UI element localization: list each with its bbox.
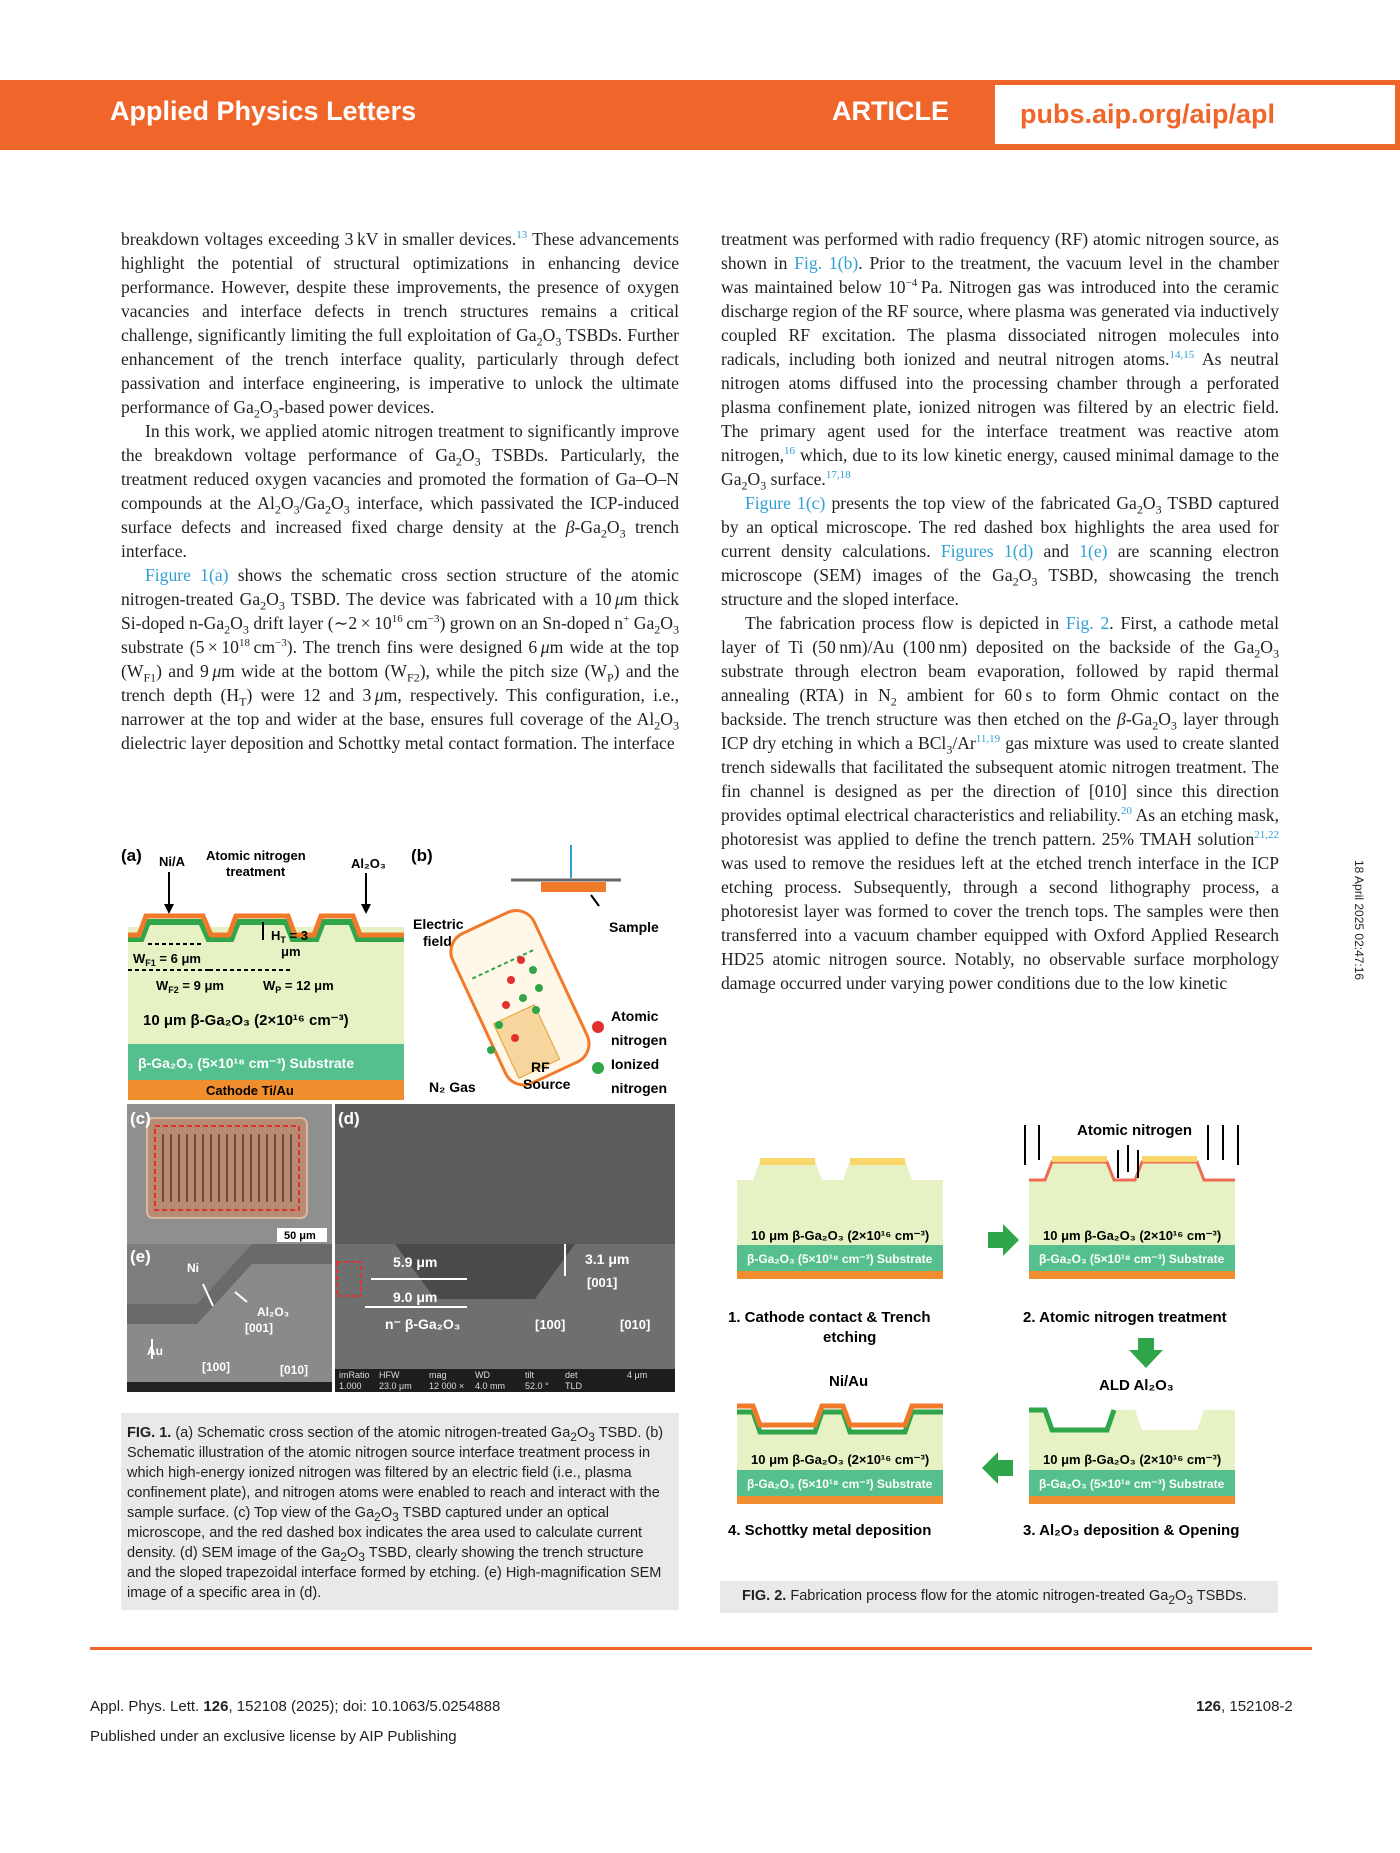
step1-substrate: β-Ga₂O₃ (5×10¹⁸ cm⁻³) Substrate: [747, 1252, 933, 1266]
fig1a-schematic: [121, 840, 411, 1100]
svg-text:1.000: 1.000: [339, 1381, 362, 1391]
step3-diagram: [1023, 1377, 1239, 1539]
electric-label: Electric: [413, 916, 464, 932]
e-ni-label: Ni: [187, 1261, 199, 1275]
step4-drift: 10 μm β-Ga₂O₃ (2×10¹⁶ cm⁻³): [751, 1452, 930, 1467]
step2-diagram: [1023, 1122, 1238, 1326]
step3-substrate: β-Ga₂O₃ (5×10¹⁸ cm⁻³) Substrate: [1039, 1477, 1225, 1491]
step4-substrate: β-Ga₂O₃ (5×10¹⁸ cm⁻³) Substrate: [747, 1477, 933, 1491]
d-width2: 9.0 μm: [393, 1289, 438, 1305]
step4-label: 4. Schottky metal deposition: [728, 1522, 932, 1539]
step1-drift: 10 μm β-Ga₂O₃ (2×10¹⁶ cm⁻³): [751, 1228, 930, 1243]
substrate-label: β-Ga₂O₃ (5×10¹⁸ cm⁻³) Substrate: [138, 1055, 355, 1071]
e-100-label: [100]: [202, 1360, 231, 1374]
journal-title: Applied Physics Letters: [110, 96, 417, 126]
arrow-left-icon: [982, 1452, 1013, 1484]
svg-text:tilt: tilt: [525, 1370, 534, 1380]
svg-text:23.0 μm: 23.0 μm: [379, 1381, 412, 1391]
scale-50um: 50 μm: [284, 1230, 316, 1242]
fig2-process-flow: [723, 1110, 1283, 1545]
wp-label: $W_P = 12$ μm: [263, 978, 334, 995]
d-dir-001: [001]: [587, 1275, 618, 1290]
fig1b-schematic: [411, 840, 686, 1100]
d-dir-100: [100]: [535, 1317, 566, 1332]
svg-text:4 μm: 4 μm: [627, 1370, 648, 1380]
e-010-label: [010]: [280, 1363, 309, 1377]
fig1e-sem-image: [127, 1244, 332, 1392]
atomic-nitrogen-legend-icon: [592, 1021, 604, 1033]
svg-text:TLD: TLD: [565, 1381, 583, 1391]
footer-citation: Appl. Phys. Lett. 126, 152108 (2025); doi: 10.1063/5.0254888: [90, 1698, 501, 1715]
drift-layer-label: 10 μm β-Ga₂O₃ (2×10¹⁶ cm⁻³): [143, 1012, 349, 1029]
source-label: Source: [523, 1076, 571, 1092]
section-label: ARTICLE: [832, 96, 949, 126]
paragraph: Figure 1(c) presents the top view of the fabricated $Ga_2O_3$ TSBD captured by an optical microscope. The red dashed box highlights the area used for current density calculations. Figures 1(d) and 1(e) are scanning electron microscope (SEM) images of the $Ga_2O_3$ TSBD, showcasing the trench structure and the sloped interface.: [721, 493, 1280, 609]
svg-text:12 000 ×: 12 000 ×: [429, 1381, 465, 1391]
arrow-down-icon: [1129, 1338, 1163, 1368]
panel-c-label: (c): [130, 1109, 151, 1128]
niau-label: Ni/Au: [829, 1373, 869, 1390]
legend-ionized: Ionized: [611, 1056, 660, 1072]
footer-rule: [90, 1647, 1312, 1650]
n2-gas-label: N₂ Gas: [429, 1079, 476, 1095]
ht-unit: μm: [281, 944, 301, 959]
step2-label: 2. Atomic nitrogen treatment: [1023, 1309, 1227, 1326]
step2-drift: 10 μm β-Ga₂O₃ (2×10¹⁶ cm⁻³): [1043, 1228, 1222, 1243]
step1-label-a: 1. Cathode contact & Trench: [728, 1309, 931, 1326]
e-au-label: Au: [147, 1344, 163, 1358]
panel-a-label: (a): [121, 846, 142, 865]
wf2-label: $W_{F2} = 9$ μm: [156, 978, 224, 995]
atomic-nitrogen-label: Atomic nitrogen: [1077, 1122, 1192, 1139]
svg-text:HFW: HFW: [379, 1370, 400, 1380]
svg-text:52.0 °: 52.0 °: [525, 1381, 549, 1391]
al2o3-label: Al₂O₃: [351, 856, 386, 871]
fig1-caption: FIG. 1. (a) Schematic cross section of the atomic nitrogen-treated $Ga_2O_3$ TSBD. (b) Schematic illustration of the atomic nitrogen source interface treatment process in which high-energy ionized nitrogen was filtered by an electric field (i.e., plasma confinement plate), and nitrogen atoms were enabled to reach and interact with the sample surface. (c) Top view of the $Ga_2O_3$ TSBD captured under an optical microscope, and the red dashed box indicates the area used to calculate current density. (d) SEM image of the $Ga_2O_3$ TSBD, clearly showing the trench structure and the sloped trapezoidal interface formed by etching. (e) High-magnification SEM image of a specific area in (d).: [121, 1413, 679, 1610]
fig1c-optical-image: [127, 1104, 332, 1244]
legend-nitrogen1: nitrogen: [611, 1032, 667, 1048]
d-layer-label: n⁻ β-Ga₂O₃: [385, 1316, 461, 1332]
d-height: 3.1 μm: [585, 1251, 630, 1267]
cathode-label: Cathode Ti/Au: [206, 1083, 294, 1098]
footer-license: Published under an exclusive license by AIP Publishing: [90, 1728, 457, 1745]
footer-page-number: 126, 152108-2: [1196, 1698, 1293, 1715]
svg-text:det: det: [565, 1370, 578, 1380]
ionized-nitrogen-legend-icon: [592, 1062, 604, 1074]
step3-drift: 10 μm β-Ga₂O₃ (2×10¹⁶ cm⁻³): [1043, 1452, 1222, 1467]
journal-url-link[interactable]: pubs.aip.org/aip/apl: [1020, 99, 1276, 129]
svg-text:imRatio: imRatio: [339, 1370, 370, 1380]
step3-label: 3. Al₂O₃ deposition & Opening: [1023, 1522, 1240, 1539]
paragraph: In this work, we applied atomic nitrogen treatment to significantly improve the breakdown voltage performance of $Ga_2O_3$ TSBDs. Particularly, the treatment reduced oxygen vacancies and promoted the formation of Ga–O–N compounds at the $Al_2O_3/Ga_2O_3$ interface, which passivated the ICP-induced surface defects and increased fixed charge density at the $\beta-Ga_2O_3$ trench interface.: [121, 421, 680, 561]
legend-atomic: Atomic: [611, 1008, 659, 1024]
e-al2o3-label: Al₂O₃: [257, 1305, 290, 1319]
field-label: field: [423, 933, 452, 949]
ald-label: ALD Al₂O₃: [1099, 1377, 1174, 1394]
e-001-label: [001]: [245, 1321, 274, 1335]
rf-label: RF: [531, 1059, 550, 1075]
sample-label: Sample: [609, 919, 659, 935]
legend-nitrogen2: nitrogen: [611, 1080, 667, 1096]
panel-d-label: (d): [338, 1109, 360, 1128]
paragraph: breakdown voltages exceeding 3 kV in smaller devices.$^{13}$ These advancements highlight the potential of structural optimizations in enhancing device performance. However, despite these improvements, the presence of oxygen vacancies and interface defects in trench structures remains a critical challenge, significantly limiting the full exploitation of $Ga_2O_3$ TSBDs. Further enhancement of the trench interface quality, particularly through defect passivation and interface engineering, is imperative to unlock the ultimate performance of $Ga_2O_3$-based power devices.: [121, 229, 679, 421]
svg-text:4.0 mm: 4.0 mm: [475, 1381, 506, 1391]
svg-text:mag: mag: [429, 1370, 447, 1380]
panel-b-label: (b): [411, 846, 433, 865]
arrow-right-icon: [988, 1224, 1019, 1256]
download-timestamp: 18 April 2025 02:47:16: [1352, 860, 1366, 981]
fig2-caption: FIG. 2. Fabrication process flow for the atomic nitrogen-treated $Ga_2O_3$ TSBDs.: [720, 1581, 1278, 1613]
paragraph: Figure 1(a) shows the schematic cross section structure of the atomic nitrogen-treated $Ga_2O_3$ TSBD. The device was fabricated with a 10 μm thick Si-doped $n-Ga_2O_3$ drift layer (∼2 × $10^{16}$ $cm^{-3}$) grown on an Sn-doped n+ $Ga_2O_3$ substrate ($5 \times 10^{18}$ $cm^{-3}$). The trench fins were designed 6 μm wide at the top $(W_{F1})$ and 9 μm wide at the bottom $(W_{F2})$, while the pitch size $(W_P)$ and the trench depth $(H_T)$ were 12 and 3 μm, respectively. This configuration, i.e., narrower at the top and wider at the base, ensures full coverage of the $Al_2O_3$ dielectric layer deposition and Schottky metal contact formation. The interface: [121, 565, 680, 753]
ht-label: $H_T = 3$: [271, 928, 308, 945]
paragraph: The fabrication process flow is depicted in Fig. 2. First, a cathode metal layer of Ti (50 nm)/Au (100 nm) deposited on the backside of the $Ga_2O_3$ substrate through electron beam evaporation, followed by rapid thermal annealing (RTA) in $N_2$ ambient for 60 s to form Ohmic contact on the backside. The trench structure was then etched on the $\beta-Ga_2O_3$ layer through ICP dry etching in which a BCl$_3$/Ar$^{11,19}$ gas mixture was used to create slanted trench sidewalls that facilitated the subsequent atomic nitrogen treatment. The fin channel is designed as per the direction of [010] since this direction provides optimal electrical characteristics and reliability.$^{20}$ As an etching mask, photoresist was applied to define the trench pattern. 25% TMAH solution$^{21,22}$ was used to remove the residues left at the etched trench interface in the ICP etching process. Subsequently, through a second lithography process, a photoresist layer was formed to cover the trench tops. The samples were then transferred into a vacuum chamber equipped with Oxford Applied Research HD25 atomic nitrogen source. Notably, no observable surface morphology damage occurred under varying power conditions due to the low kinetic: [721, 613, 1280, 993]
atomic-label: Atomic nitrogen: [206, 848, 306, 863]
step1-label-b: etching: [823, 1329, 877, 1346]
step2-substrate: β-Ga₂O₃ (5×10¹⁸ cm⁻³) Substrate: [1039, 1252, 1225, 1266]
step4-diagram: [728, 1373, 943, 1539]
left-column-text: [121, 227, 679, 755]
d-dir-010: [010]: [620, 1317, 651, 1332]
d-width1: 5.9 μm: [393, 1254, 438, 1270]
right-column-text: [721, 227, 1279, 995]
paragraph: treatment was performed with radio frequency (RF) atomic nitrogen source, as shown in Fig. 1(b). Prior to the treatment, the vacuum level in the chamber was maintained below $10^{-4}$ Pa. Nitrogen gas was introduced into the ceramic discharge region of the RF source, where plasma was generated via inductively coupled RF excitation. The plasma dissociated nitrogen molecules into radicals, including both ionized and neutral nitrogen atoms.$^{14,15}$ As neutral nitrogen atoms diffused into the processing chamber through a perforated plasma confinement plate, ionized nitrogen was filtered by an electric field. The primary agent used for the interface treatment was reactive atom nitrogen,$^{16}$ which, due to its low kinetic energy, caused minimal damage to the $Ga_2O_3$ surface.$^{17,18}$: [721, 229, 1279, 493]
wf1-label: $W_{F1} = 6$ μm: [133, 951, 201, 968]
ni-label: Ni/A: [159, 854, 185, 869]
step1-diagram: [728, 1158, 943, 1346]
panel-e-label: (e): [130, 1247, 151, 1266]
svg-text:WD: WD: [475, 1370, 490, 1380]
treatment-label: treatment: [226, 864, 286, 879]
fig1d-sem-image: [335, 1104, 675, 1392]
